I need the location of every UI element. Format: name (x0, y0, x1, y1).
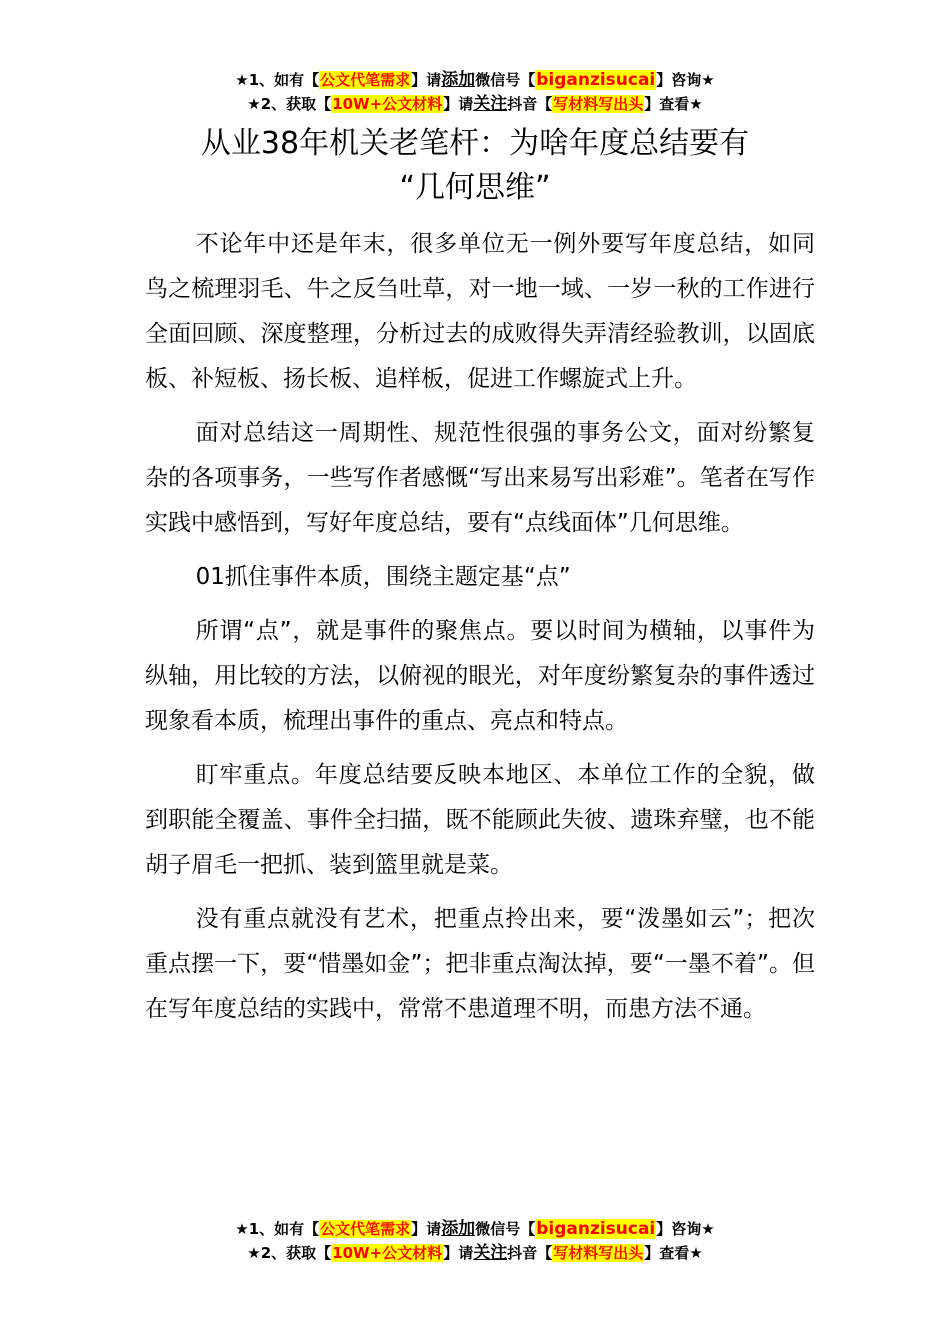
star-icon: ★ (247, 1244, 261, 1262)
highlight-douyin: 写材料写出头 (553, 95, 644, 113)
title-line-2: “几何思维” (399, 170, 551, 205)
promo-line-1: ★1、如有【公文代笔需求】请添加微信号【biganzisucai】咨询★ (235, 1219, 715, 1239)
star-icon: ★ (247, 95, 261, 113)
highlight-douyin: 写材料写出头 (553, 1244, 644, 1262)
highlight-wechat-id: biganzisucai (536, 70, 656, 90)
promo-banner-top (0, 68, 950, 116)
highlight-service: 公文代笔需求 (320, 71, 411, 89)
article-title (100, 122, 850, 210)
paragraph: 面对总结这一周期性、规范性很强的事务公文，面对纷繁复杂的各项事务，一些写作者感慨“写出来易写出彩难”。笔者在写作实践中感悟到，写好年度总结，要有“点线面体”几何思维。 (145, 420, 815, 536)
article-body (145, 222, 815, 1041)
paragraph: 盯牢重点。年度总结要反映本地区、本单位工作的全貌，做到职能全覆盖、事件全扫描，既不能顾此失彼、遗珠弃璧，也不能胡子眉毛一把抓、装到篮里就是菜。 (145, 762, 815, 878)
paragraph: 所谓“点”，就是事件的聚焦点。要以时间为横轴，以事件为纵轴，用比较的方法，以俯视的眼光，对年度纷繁复杂的事件透过现象看本质，梳理出事件的重点、亮点和特点。 (145, 618, 815, 734)
promo-line-2: ★2、获取【10W+公文材料】请关注抖音【写材料写出头】查看★ (247, 94, 703, 114)
highlight-wechat-id: biganzisucai (536, 1219, 656, 1239)
title-line-1: 从业38年机关老笔杆：为啥年度总结要有 (200, 126, 750, 161)
paragraph: 没有重点就没有艺术，把重点拎出来，要“泼墨如云”；把次重点摆一下，要“惜墨如金”；把非重点淘汰掉，要“一墨不着”。但在写年度总结的实践中，常常不患道理不明，而患方法不通。 (145, 906, 815, 1022)
paragraph: 不论年中还是年末，很多单位无一例外要写年度总结，如同鸟之梳理羽毛、牛之反刍吐草，对一地一域、一岁一秋的工作进行全面回顾、深度整理，分析过去的成败得失弄清经验教训，以固底板、补短板、扬长板、追样板，促进工作螺旋式上升。 (145, 231, 815, 392)
star-icon: ★ (235, 71, 249, 89)
section-heading: 01抓住事件本质，围绕主题定基“点” (195, 564, 571, 590)
highlight-materials: 10W+公文材料 (332, 1244, 443, 1262)
star-icon: ★ (235, 1220, 249, 1238)
highlight-materials: 10W+公文材料 (332, 95, 443, 113)
promo-banner-bottom (0, 1217, 950, 1265)
promo-line-2: ★2、获取【10W+公文材料】请关注抖音【写材料写出头】查看★ (247, 1243, 703, 1263)
promo-line-1: ★1、如有【公文代笔需求】请添加微信号【biganzisucai】咨询★ (235, 70, 715, 90)
highlight-service: 公文代笔需求 (320, 1220, 411, 1238)
